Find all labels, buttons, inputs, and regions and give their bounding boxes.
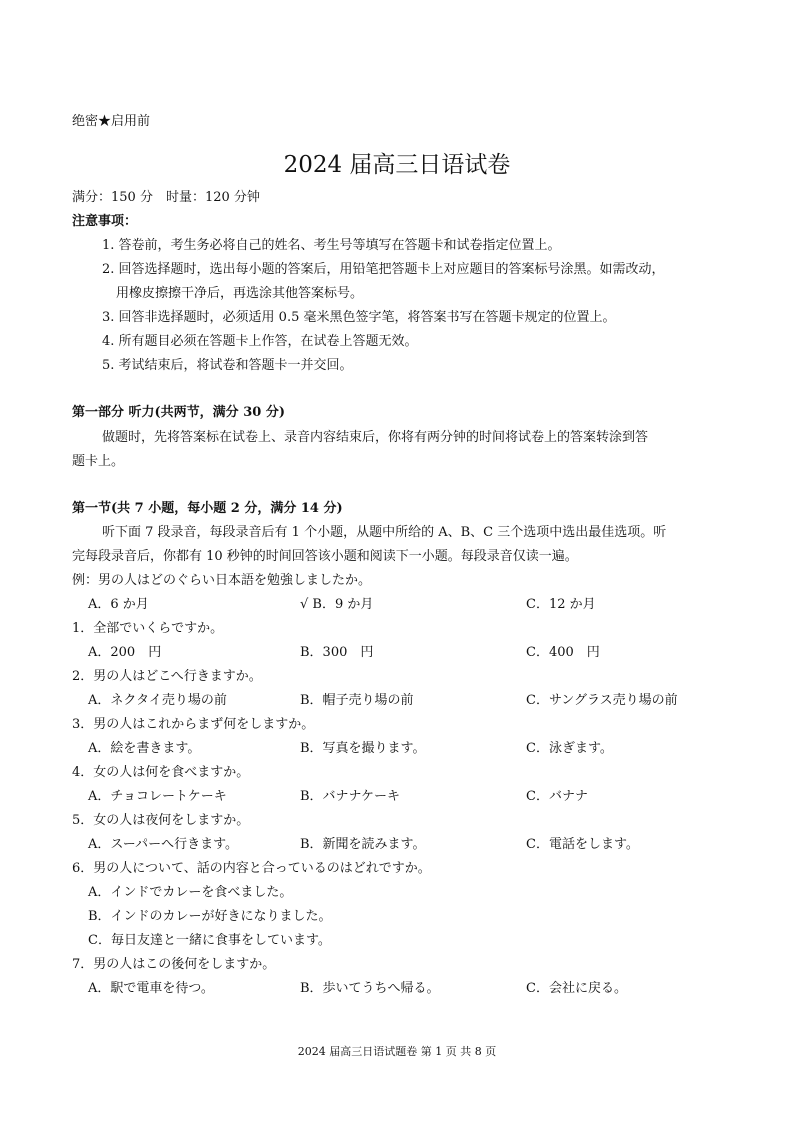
question-6-option-b: B．インドのカレーが好きになりました。 — [88, 909, 332, 924]
question-4-option-b: B．バナナケーキ — [300, 789, 401, 804]
notice-item-1: 1. 答卷前，考生务必将自己的姓名、考生号等填写在答题卡和试卷指定位置上。 — [102, 238, 561, 253]
section1-intro-cont: 完每段录音后，你都有 10 秒钟的时间回答该小题和阅读下一小题。每段录音仅读一遍。 — [72, 549, 578, 564]
secret-mark: 绝密★启用前 — [72, 114, 151, 129]
question-2: 2．男の人はどこへ行きますか。 — [72, 669, 262, 684]
question-5: 5．女の人は夜何をしますか。 — [72, 813, 250, 828]
notice-item-5: 5. 考试结束后，将试卷和答题卡一并交回。 — [102, 358, 353, 373]
example-option-c: C．12 か月 — [526, 597, 596, 612]
notice-item-4: 4. 所有题目必须在答题卡上作答，在试卷上答题无效。 — [102, 334, 418, 349]
part1-heading: 第一部分 听力(共两节，满分 30 分) — [72, 405, 285, 420]
question-3: 3．男の人はこれからまず何をしますか。 — [72, 717, 315, 732]
section1-heading: 第一节(共 7 小题，每小题 2 分，满分 14 分) — [72, 501, 343, 516]
question-2-option-c: C．サングラス売り場の前 — [526, 693, 678, 708]
question-1-option-a: A．200 円 — [88, 645, 162, 660]
question-1: 1．全部でいくらですか。 — [72, 621, 224, 636]
page-footer: 2024 届高三日语试题卷 第 1 页 共 8 页 — [297, 1045, 497, 1058]
score-time: 满分：150 分 时量：120 分钟 — [72, 190, 260, 205]
notice-item-2-cont: 用橡皮擦擦干净后，再选涂其他答案标号。 — [116, 286, 364, 301]
question-6-option-c: C．毎日友達と一緒に食事をしています。 — [88, 933, 331, 948]
question-2-option-a: A．ネクタイ売り場の前 — [88, 693, 227, 708]
page-title: 2024 届高三日语试卷 — [283, 152, 511, 178]
question-3-option-c: C．泳ぎます。 — [526, 741, 613, 756]
question-5-option-c: C．電話をします。 — [526, 837, 639, 852]
question-3-option-a: A．絵を書きます。 — [88, 741, 201, 756]
notice-heading: 注意事项： — [72, 214, 138, 229]
question-5-option-b: B．新聞を読みます。 — [300, 837, 426, 852]
question-2-option-b: B．帽子売り場の前 — [300, 693, 414, 708]
question-7-option-b: B．歩いてうちへ帰る。 — [300, 981, 440, 996]
question-1-option-b: B．300 円 — [300, 645, 374, 660]
notice-item-3: 3. 回答非选择题时，必须适用 0.5 毫米黑色签字笔，将答案书写在答题卡规定的位置上。 — [102, 310, 616, 325]
question-1-option-c: C．400 円 — [526, 645, 600, 660]
question-4-option-c: C．バナナ — [526, 789, 588, 804]
notice-item-2: 2. 回答选择题时，选出每小题的答案后，用铅笔把答题卡上对应题目的答案标号涂黑。如需改动， — [102, 262, 665, 277]
question-6-option-a: A．インドでカレーを食べました。 — [88, 885, 293, 900]
question-5-option-a: A．スーパーへ行きます。 — [88, 837, 239, 852]
question-6: 6．男の人について、話の内容と合っているのはどれですか。 — [72, 861, 431, 876]
section1-intro: 听下面 7 段录音，每段录音后有 1 个小题，从题中所给的 A、B、C 三个选项中选出最佳选项。听 — [102, 525, 667, 540]
question-4-option-a: A．チョコレートケーキ — [88, 789, 227, 804]
example-option-a: A．6 か月 — [88, 597, 149, 612]
question-7-option-c: C．会社に戻る。 — [526, 981, 627, 996]
part1-intro-cont: 题卡上。 — [72, 454, 125, 469]
question-7: 7．男の人はこの後何をしますか。 — [72, 957, 276, 972]
question-3-option-b: B．写真を撮ります。 — [300, 741, 426, 756]
question-7-option-a: A．駅で電車を待つ。 — [88, 981, 214, 996]
example-option-b: √ B．9 か月 — [300, 597, 374, 612]
part1-intro: 做题时，先将答案标在试卷上、录音内容结束后，你将有两分钟的时间将试卷上的答案转涂到答 — [102, 430, 649, 445]
example-question: 例：男の人はどのぐらい日本語を勉強しましたか。 — [72, 573, 372, 588]
question-4: 4．女の人は何を食べますか。 — [72, 765, 250, 780]
